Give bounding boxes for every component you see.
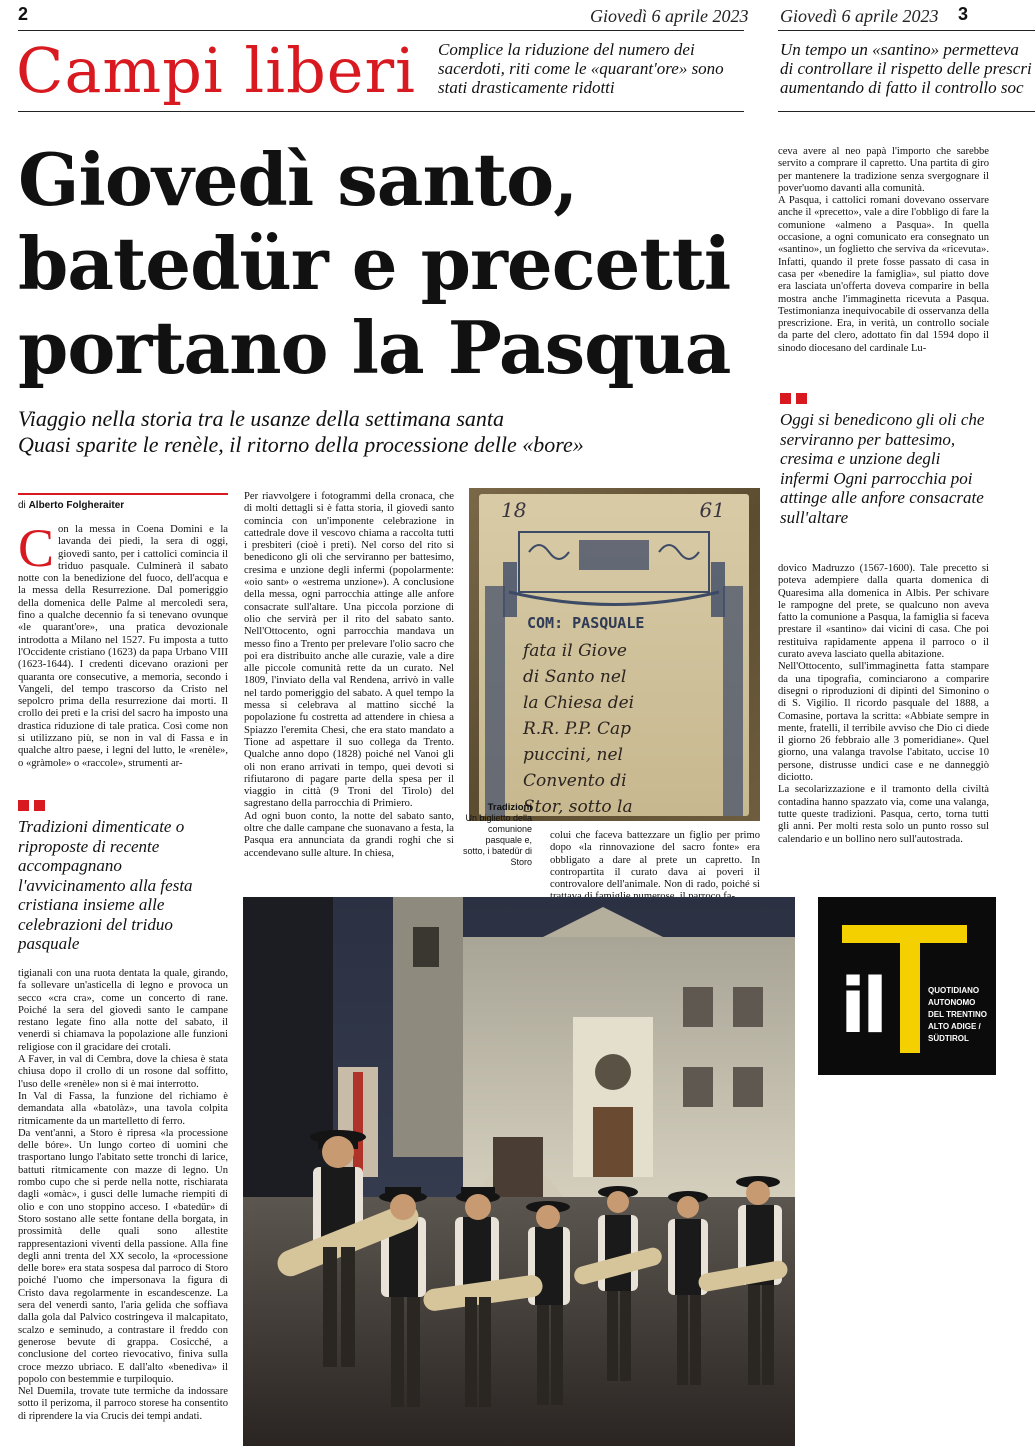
photo-caption bbox=[462, 802, 532, 868]
card-ornament-icon bbox=[489, 522, 739, 617]
section-rule-right bbox=[778, 111, 1035, 112]
communion-card-photo bbox=[469, 488, 760, 821]
column-2 bbox=[244, 491, 454, 860]
pull-quote-2 bbox=[780, 393, 990, 527]
paragraph: dovico Madruzzo (1567-1600). Tale precetto si poteva adempiere dalla quarta domenica di Quaresima alla domenica in Albis. Per schivare le rampogne del prete, se qualcuno non aveva fatto la comunione a Pasqua, la famiglia si faceva prestare il «santino» dai vicini di casa. Che poi restituiva rapidamente appena il parroco o il curato aveva lasciato quella abitazione. bbox=[778, 563, 989, 661]
section-kicker: Complice la riduzione del numero dei sacerdoti, riti come le «quarant'ore» sono stati drasticamente ridotti bbox=[438, 40, 724, 97]
card-year-right: 61 bbox=[699, 498, 725, 522]
pull-quote-2-text: Oggi si benedicono gli oli che serviranno per battesimo, cresima e unzione degli infermi Ogni parrocchia poi attinge alle anfore consacrate sull'altare bbox=[780, 410, 985, 527]
headline-line-3: portano la Pasqua bbox=[18, 305, 731, 390]
handwriting-line: R.R. P.P. Cap bbox=[523, 719, 632, 739]
logo-line: QUOTIDIANO bbox=[928, 986, 980, 995]
pull-quote-1-text: Tradizioni dimenticate o riproposte di recente accompagnano l'avvicinamento alla festa cristiana insieme alle celebrazioni del triduo pasquale bbox=[18, 817, 193, 953]
pull-quote-marks bbox=[780, 393, 990, 404]
handwriting-line: fata il Giove bbox=[523, 641, 627, 661]
paragraph: Per riavvolgere i fotogrammi della cronaca, che di molti dettagli si è fatta storia, il giovedì santo comincia con un'imponente celebrazione in cattedrale dove il vescovo chiama a raccolta tutti i presbiteri (cioè i preti). Nel corso del rito si benedicono gli oli che serviranno per battesimo, cresima e unzione degli infermi (popolarmente: «oio sant» o «estrema unzione»). A conclusione della messa, ogni parrocchia attinge alle anfore consacrate sull'altare. Una piccola porzione di olio che servirà per il rito del sabato santo. Nell'Ottocento, ogni parrocchia mandava un messo fino a Trento per prelevare l'olio sacro che poi era distribuito anche alle curazie, vale a dire alle piccole comunità rette da un curato. Nel 1809, l'inviato della val Rendena, arrivò in valle nel tardo pomeriggio del sabato. A quel tempo la messa si celebrava al mattino sicché la popolazione fu costretta ad attendere in chiesa a Spiazzo l'eremita Chesi, che era stato mandato a Tione ad aspettare il suo collega da Trento. Qualche anno dopo (1828) poiché nel Vanoi gli oli non erano arrivati in tempo, quei devoti si rifiutarono di pagare parte della spesa per il viaggio in città (9 Troni del Tirolo) del sagrestano della parrocchia di Primiero. bbox=[244, 491, 454, 810]
column-3 bbox=[550, 830, 760, 904]
logo-line: AUTONOMO bbox=[928, 998, 976, 1007]
newspaper-logo bbox=[818, 897, 996, 1075]
column-4-bottom bbox=[778, 563, 989, 846]
paragraph: In Val di Fassa, la funzione del richiamo è demandata alla «batolàz», una tavola colpita ritmicamente da un martelletto di ferro. bbox=[18, 1090, 228, 1127]
header-rule-left bbox=[18, 30, 744, 31]
card-left-column bbox=[485, 586, 505, 816]
pull-quote-1 bbox=[18, 800, 228, 954]
right-page-number: 3 bbox=[958, 4, 969, 24]
subtitle-line-2: Quasi sparite le renèle, il ritorno della processione delle «bore» bbox=[18, 432, 584, 457]
paragraph: Nel Duemila, trovate tute termiche da indossare sotto il perizoma, il parroco storese ha consentito di riprendere la via Crucis dei tempi andati. bbox=[18, 1386, 228, 1422]
headline-line-2: batedür e precetti bbox=[18, 221, 731, 306]
column-1-text: on la messa in Coena Domini e la lavanda dei piedi, la sera di oggi, giovedì santo, per i cattolici comincia il triduo pasquale. Culminerà il sabato notte con la benedizione del fuoco, dell'acqua e la messa della Resurrezione. Dal pomeriggio della domenica delle Palme al mercoledì sera, fino a qualche decennio fa si tenevano ovunque «le quarant'ore», una pratica devozionale introdotta a Milano nel 1527. Fu imposta a tutto l'Occidente cristiano (1623) da papa Urbano VIII (1623-1644). I credenti dicevano orazioni per quaranta ore consecutive, a memoria, secondo i Vangeli, del tempo trascorso da Cristo nel sepolcro prima della resurrezione dai morti. Il crollo dei preti e la crisi del sacro ha imposto una drastica riduzione di tale pratica. Così come non si utilizzano più, se non in val di Fassa e in qualche altro paese, i legni del lutto, le «renèle», o «gràmole» o «raccole», strumenti ar- bbox=[18, 524, 228, 769]
byline-prefix: di bbox=[18, 500, 26, 511]
right-date: Giovedì 6 aprile 2023 bbox=[780, 6, 939, 26]
right-page-kicker: Un tempo un «santino» permetteva di controllare il rispetto delle prescri aumentando di fatto il controllo soc bbox=[780, 40, 1032, 97]
paragraph: Nell'Ottocento, sull'immaginetta fatta stampare da una tipografia, cominciarono a comparire disegni o riproduzioni di dipinti del Simonino o di S. Vigilio. Il ricordo pasquale del 1888, a Comasine, portava la scritta: «Abbiate sempre in mente, fratelli, il terribile avviso che Dio ci diede il giorno 26 febbraio alle 3 pomeridiane». Quel giorno, una valanga travolse l'abitato, uccise 10 persone, distrusse undici case e ne danneggiò diciotto. bbox=[778, 661, 989, 784]
left-page-number: 2 bbox=[18, 4, 29, 24]
column-1-bottom bbox=[18, 968, 228, 1423]
left-date: Giovedì 6 aprile 2023 bbox=[590, 6, 749, 26]
logo-line: DEL TRENTINO bbox=[928, 1010, 987, 1019]
paragraph: La secolarizzazione e il tramonto della civiltà contadina hanno spazzato via, come una valanga, tutte queste tradizioni. Pasqua, certo, torna tutti gli anni. Per molti resta solo un punto rosso sul calendario e un bollino nero sull'autostrada. bbox=[778, 784, 989, 845]
paragraph: tigianali con una ruota dentata la quale, girando, fa sollevare un'asticella di legno e provoca un secco «cra cra», come un concerto di rane. Poiché la sera del giovedì santo le campane restano legate fino alla notte del sabato, il venerdì si chiamava la popolazione alle funzioni religiose con il gracidare dei crotali. bbox=[18, 968, 228, 1053]
drop-cap: C bbox=[18, 518, 55, 578]
subtitle bbox=[18, 406, 758, 458]
paragraph: A Faver, in val di Cembra, dove la chiesa è stata chiusa dopo il crollo di un rosone dal soffitto, l'uso delle «renèle» non si è mai interrotto. bbox=[18, 1054, 228, 1090]
header-rule-right bbox=[778, 30, 1035, 31]
procession-scene-icon bbox=[243, 897, 795, 1446]
byline-author: Alberto Folgheraiter bbox=[28, 500, 125, 511]
section-rule bbox=[18, 111, 744, 112]
batedur-procession-photo bbox=[243, 897, 795, 1446]
caption-title: Tradizioni bbox=[487, 802, 532, 813]
handwriting-line: puccini, nel bbox=[523, 745, 623, 765]
logo-line: ALTO ADIGE / bbox=[928, 1022, 981, 1031]
logo-text bbox=[928, 985, 987, 1045]
paragraph: A Pasqua, i cattolici romani dovevano osservare anche il «precetto», vale a dire l'obbligo di fare la comunione «almeno a Pasqua». In quella occasione, a ogni comunicato era consegnato un «santino», un foglietto che serviva da «ricevuta». Infatti, quando il prete fosse passato di casa in casa per «benedire la famiglia», sul piatto dove era lasciata un'offerta doveva comparire in bella mostra anche l'immaginetta ricevuta a Pasqua. Testimonianza inequivocabile di osservanza della prescrizione. Era, in verità, un controllo sociale da parte del clero, adottato fin dal 1594 dopo il sinodo diocesano del cardinale Lu- bbox=[778, 195, 989, 354]
card-paper bbox=[479, 494, 749, 816]
paragraph: colui che faceva battezzare un figlio per primo dopo «la rinnovazione del sacro fonte» era obbligato a dare al prete un capretto. In contropartita il curato dava ai poveri il controvalore dell'animale. Non di rado, poiché si bbox=[550, 830, 760, 891]
caption-text: Un biglietto della comunione pasquale e, sotto, i batedür di Storo bbox=[462, 813, 532, 867]
handwriting-line: di Santo nel bbox=[523, 667, 627, 687]
card-handwriting bbox=[523, 638, 634, 820]
logo-line: SÜDTIROL bbox=[928, 1034, 969, 1043]
handwriting-line: Convento di bbox=[523, 771, 627, 791]
paragraph: Da vent'anni, a Storo è ripresa «la processione delle bóre». Un lungo corteo di uomini che trasportano lungo l'abitato sette tronchi di larice, battuti ritmicamente con mazze di legno. Un rombo cupo che si perde nella notte, rischiarata dagli «omàc», i gusci delle lumache riempiti di olio e con uno stoppino acceso. I «batedür» di Storo sostano alle sette fontane della borgata, in prossimità delle quali sono allestite rappresentazioni viventi della passione. Alla fine degli anni trenta del XX secolo, la «processione delle bore» era stata sospesa dal parroco di Storo poiché l'uomo che impersonava la figura di Cristo dava regolarmente in escandescenze. La sera del venerdì santo, l'aria gelida che soffiava dalla gola dal Palvico costringeva il malcapitato, scalzo e seminudo, a contrastare il freddo con generose bevute di grappa. Cosicché, a conclusione del corteo rievocativo, finiva sulla croce mezzo ubriaco. E dall'alto «benediva» il popolo con bestemmie e turpiloquio. bbox=[18, 1127, 228, 1385]
section-title: Campi liberi bbox=[16, 34, 416, 107]
card-heading: COM: PASQUALE bbox=[527, 614, 645, 632]
column-1-top bbox=[18, 518, 228, 770]
handwriting-line: Stor, sotto la bbox=[523, 797, 633, 817]
headline bbox=[18, 138, 758, 390]
headline-line-1: Giovedì santo, bbox=[18, 137, 578, 222]
paragraph: Ad ogni buon conto, la notte del sabato santo, oltre che dalle campane che suonavano a festa, la Pasqua era annunciata da grandi roghi che si accendevano sulle alture. In chiesa, bbox=[244, 810, 454, 859]
paragraph: ceva avere al neo papà l'importo che sarebbe servito a comprare il capretto. Una partita di giro per mantenere la tradizione senza svergognare il pover'uomo davanti alla comunità. bbox=[778, 146, 989, 194]
handwriting-line: la Chiesa dei bbox=[523, 693, 635, 713]
byline-rule bbox=[18, 493, 228, 495]
subtitle-line-1: Viaggio nella storia tra le usanze della settimana santa bbox=[18, 406, 505, 431]
pull-quote-marks bbox=[18, 800, 228, 811]
byline bbox=[18, 500, 124, 511]
card-right-column bbox=[723, 586, 743, 816]
logo-stem-icon bbox=[900, 925, 920, 1053]
card-year-left: 18 bbox=[501, 498, 527, 522]
logo-mark: il bbox=[840, 961, 885, 1050]
column-4-top bbox=[778, 146, 989, 355]
